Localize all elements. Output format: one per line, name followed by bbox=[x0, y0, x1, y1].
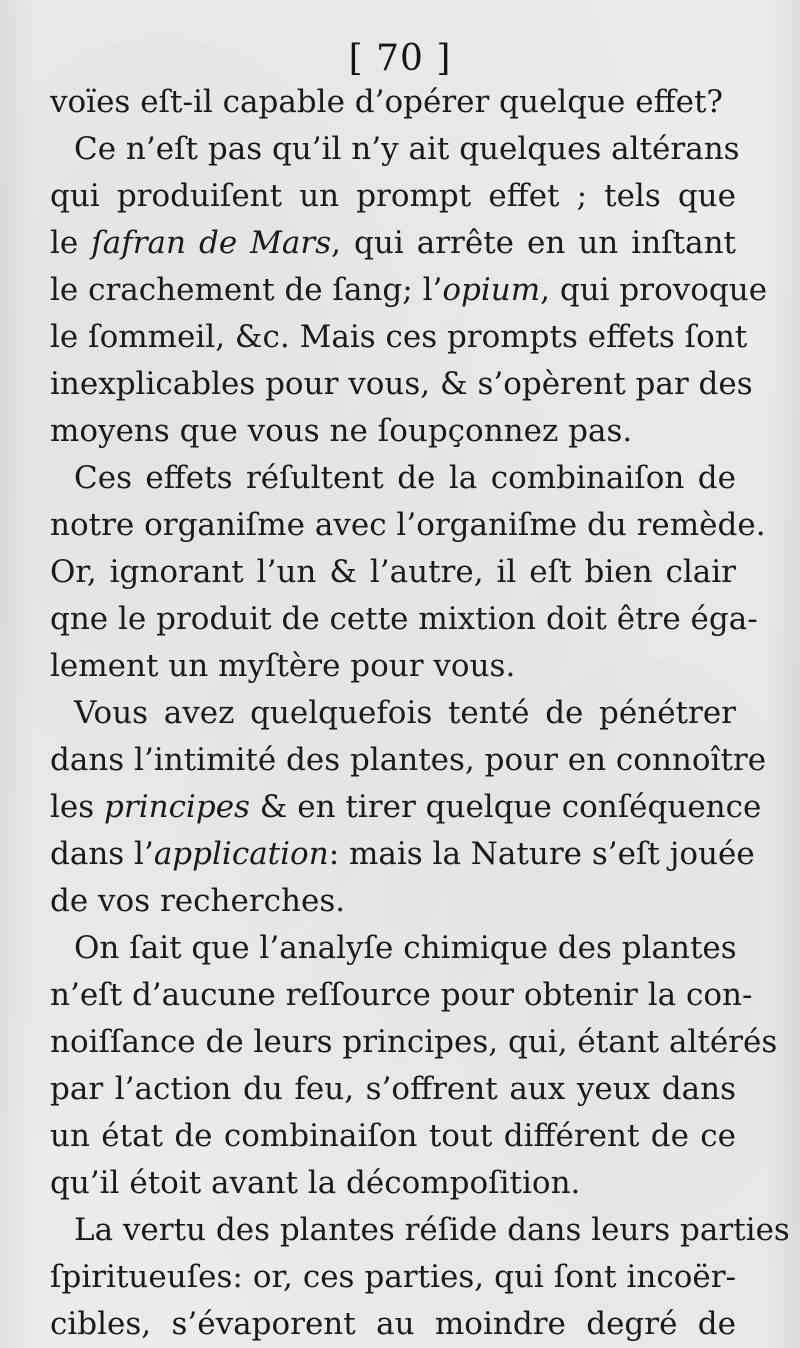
text-line: cibles, s’évaporent au moindre degré de bbox=[50, 1306, 736, 1342]
paragraph-start-line: La vertu des plantes réſide dans leurs parties bbox=[74, 1212, 790, 1248]
text-line: le crachement de ſang; l’opium, qui provoque bbox=[50, 272, 768, 308]
text-line: les principes & en tirer quelque conſéquence bbox=[50, 789, 762, 825]
italic-term: principes bbox=[104, 789, 250, 825]
text-line: qne le produit de cette mixtion doit être éga- bbox=[50, 601, 758, 637]
paragraph-end-line: moyens que vous ne ſoupçonnez pas. bbox=[50, 413, 633, 449]
italic-term: application bbox=[153, 836, 329, 872]
text-line: inexplicables pour vous, & s’opèrent par des bbox=[50, 366, 753, 402]
text-line: n’eſt d’aucune reſſource pour obtenir la con- bbox=[50, 977, 753, 1013]
text-line: dans l’intimité des plantes, pour en connoître bbox=[50, 742, 767, 778]
text-line: noiſſance de leurs principes, qui, étant altérés bbox=[50, 1024, 778, 1060]
text-line: ſpiritueuſes: or, ces parties, qui ſont incoër- bbox=[50, 1259, 736, 1295]
text-line: un état de combinaiſon tout différent de ce bbox=[50, 1118, 736, 1154]
page-number: [ 70 ] bbox=[348, 38, 452, 79]
text-line: dans l’application: mais la Nature s’eſt jouée bbox=[50, 836, 755, 872]
paragraph-start-line: Vous avez quelquefois tenté de pénétrer bbox=[74, 695, 736, 731]
paragraph-end-line: de vos recherches. bbox=[50, 883, 346, 919]
text-line: voïes eſt-il capable d’opérer quelque effet? bbox=[50, 84, 724, 120]
text-line: le ſafran de Mars, qui arrête en un inſtant bbox=[50, 225, 736, 261]
italic-term: ſafran de Mars bbox=[91, 225, 332, 261]
text-line: Or, ignorant l’un & l’autre, il eſt bien clair bbox=[50, 554, 736, 590]
text-line: qui produiſent un prompt effet ; tels que bbox=[50, 178, 736, 214]
italic-term: opium bbox=[442, 272, 541, 308]
text-line: notre organiſme avec l’organiſme du remède. bbox=[50, 507, 766, 543]
paragraph-start-line: Ces effets réſultent de la combinaiſon de bbox=[74, 460, 736, 496]
paragraph-start-line: Ce n’eſt pas qu’il n’y ait quelques altérans bbox=[74, 131, 740, 167]
paragraph-end-line: lement un myſtère pour vous. bbox=[50, 648, 516, 684]
text-line: le ſommeil, &c. Mais ces prompts effets ſont bbox=[50, 319, 748, 355]
paragraph-end-line: qu’il étoit avant la décompoſition. bbox=[50, 1165, 581, 1201]
text-line: par l’action du feu, s’offrent aux yeux dans bbox=[50, 1071, 736, 1107]
paragraph-start-line: On ſait que l’analyſe chimique des plantes bbox=[74, 930, 737, 966]
